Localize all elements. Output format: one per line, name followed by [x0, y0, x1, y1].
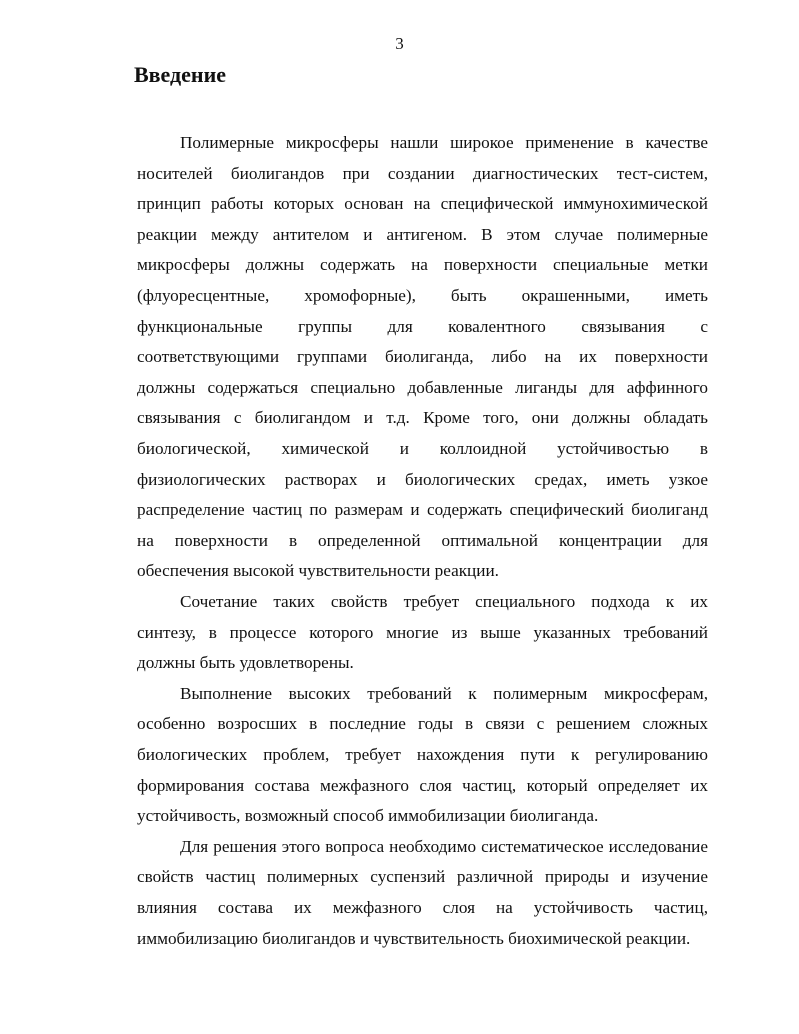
- text-line: биологических проблем, требует нахождения пути к регулированию: [137, 745, 708, 764]
- text-line: (флуоресцентные, хромофорные), быть окрашенными, иметь: [137, 286, 708, 305]
- text-line: свойств частиц полимерных суспензий различной природы и изучение: [137, 867, 708, 887]
- text-line: распределение частиц по размерам и содержать специфический биолиганд: [137, 500, 708, 520]
- text-line: реакции между антителом и антигеном. В этом случае полимерные: [137, 224, 708, 244]
- text-line: должны быть удовлетворены.: [137, 653, 354, 673]
- text-line: синтезу, в процессе которого многие из выше указанных требований: [137, 622, 708, 642]
- text-line: иммобилизацию биолигандов и чувствительность биохимической реакции.: [137, 928, 691, 948]
- text-line: особенно возросших в последние годы в связи с решением сложных: [137, 714, 708, 734]
- text-line: связывания с биолигандом и т.д. Кроме того, они должны обладать: [137, 408, 708, 428]
- section-heading: Введение: [134, 62, 227, 87]
- text-line: обеспечения высокой чувствительности реакции.: [137, 561, 499, 581]
- text-line: устойчивость, возможный способ иммобилизации биолиганда.: [137, 806, 599, 826]
- text-line: принцип работы которых основан на специфической иммунохимической: [137, 194, 708, 214]
- text-line: Сочетание таких свойств требует специального подхода к их: [180, 592, 708, 611]
- text-line: носителей биолигандов при создании диагностических тест-систем,: [137, 163, 708, 183]
- text-line: микросферы должны содержать на поверхности специальные метки: [137, 255, 708, 275]
- text-line: должны содержаться специально добавленные лиганды для аффинного: [137, 377, 708, 397]
- text-line: Для решения этого вопроса необходимо систематическое исследование: [180, 836, 708, 856]
- text-line: соответствующими группами биолиганда, либо на их поверхности: [137, 347, 708, 367]
- page-number: 3: [395, 34, 404, 53]
- text-line: физиологических растворах и биологических средах, иметь узкое: [137, 469, 708, 489]
- text-line: биологической, химической и коллоидной устойчивостью в: [137, 439, 708, 458]
- text-line: влияния состава их межфазного слоя на устойчивость частиц,: [137, 898, 708, 917]
- text-line: функциональные группы для ковалентного связывания с: [137, 316, 708, 336]
- text-line: на поверхности в определенной оптимальной концентрации для: [137, 530, 708, 550]
- text-line: Выполнение высоких требований к полимерным микросферам,: [180, 683, 708, 703]
- text-line: формирования состава межфазного слоя частиц, который определяет их: [137, 775, 708, 795]
- text-line: Полимерные микросферы нашли широкое применение в качестве: [180, 133, 708, 152]
